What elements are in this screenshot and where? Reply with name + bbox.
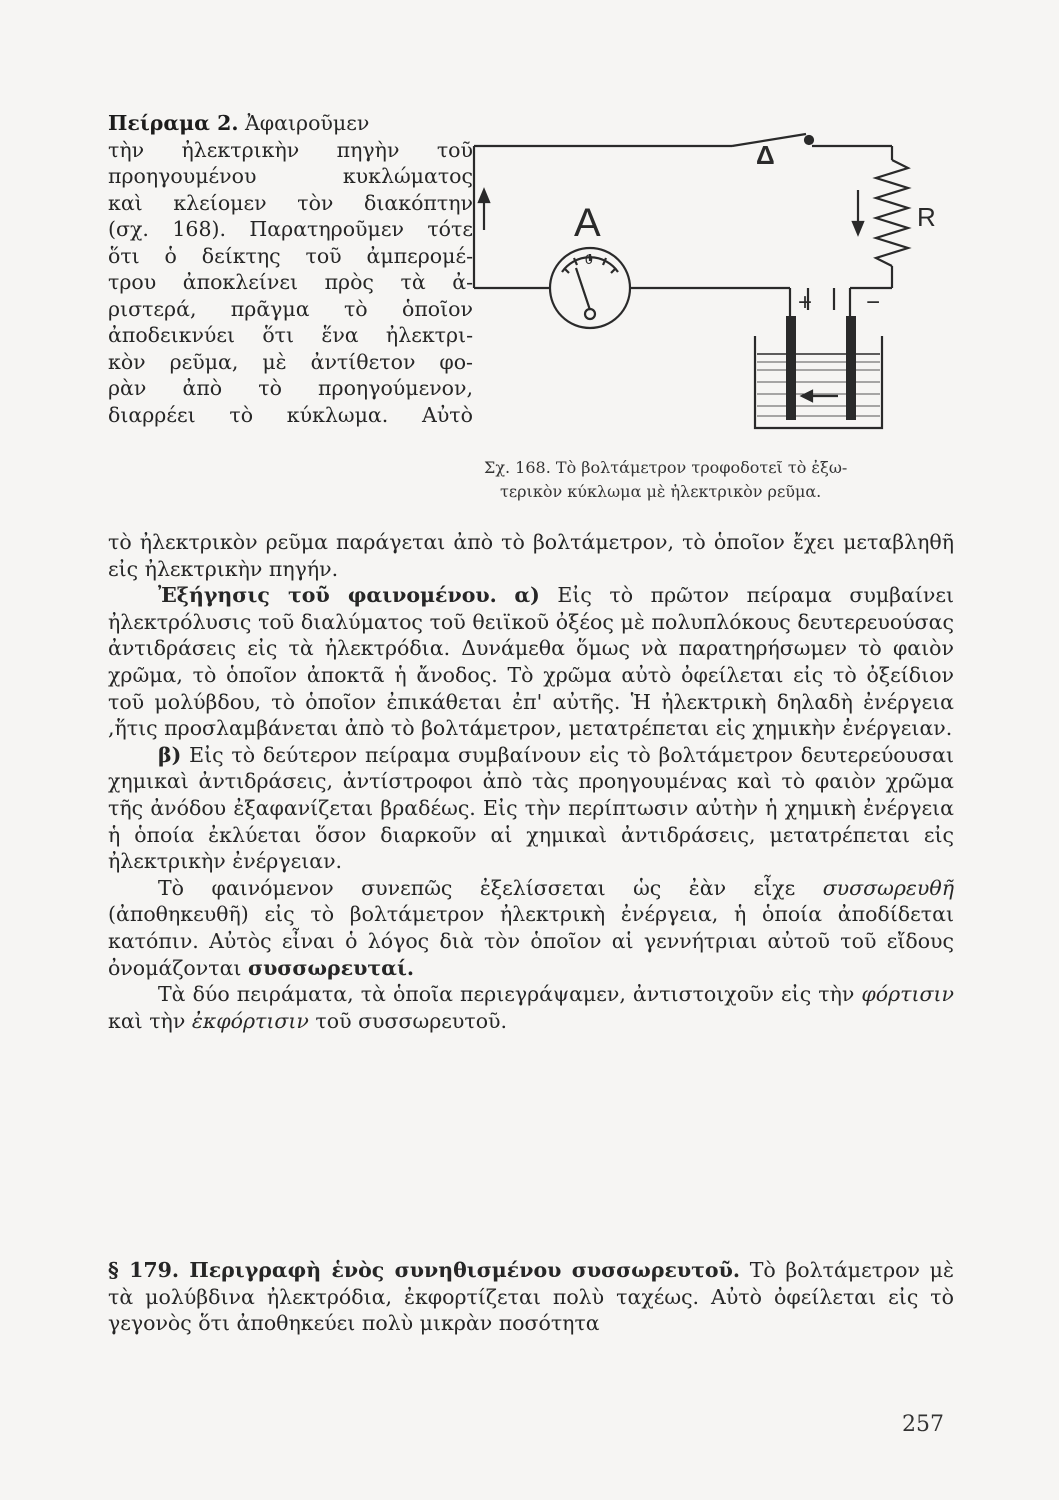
- caption-line-2: τερικὸν κύκλωμα μὲ ἠλεκτρικὸν ρεῦμα.: [500, 482, 822, 501]
- intro-line-1: Πείραμα 2. Ἀφαιροῦμεν: [108, 111, 370, 135]
- cathode-electrode: [846, 316, 856, 420]
- intro-line: ἀποδεικνύει ὅτι ἕνα ἠλεκτρι-: [108, 323, 473, 347]
- figure-caption: [484, 456, 964, 504]
- intro-line: (σχ. 168). Παρατηροῦμεν τότε: [108, 217, 473, 241]
- intro-line: ὅτι ὁ δείκτης τοῦ ἀμπερομέ-: [108, 243, 473, 268]
- italic-term: ἐκφόρτισιν: [191, 1008, 309, 1033]
- paragraph-charging: Τὰ δύο πειράματα, τὰ ὁποῖα περιεγράψαμεν, ἀντιστοιχοῦν εἰς τὴν φόρτισιν καὶ τὴν ἐκφόρτισιν τοῦ συσσωρευτοῦ.: [108, 982, 954, 1033]
- current-arrow-up-head: [479, 190, 489, 202]
- page-number: 257: [902, 1412, 944, 1437]
- needle-pivot: [585, 309, 595, 319]
- section-text: Τὸ βολτάμετρον μὲ τὰ μολύβδινα ἠλεκτρόδια, ἐκφορτίζεται πολὺ ταχέως. Αὐτὸ ὀφείλεται εἰς τὸ γεγονὸς ὅτι ἀποθηκεύει πολὺ μικρὰν ποσότητα: [108, 1258, 954, 1336]
- intro-paragraph: [108, 110, 473, 428]
- ammeter-label: A: [574, 201, 601, 245]
- intro-line: διαρρέει τὸ κύκλωμα. Αὐτὸ: [108, 402, 473, 427]
- intro-line: καὶ κλείομεν τὸν διακόπτην: [108, 190, 473, 215]
- anode-electrode: [786, 316, 796, 420]
- section-heading: § 179. Περιγραφὴ ἑνὸς συνηθισμένου συσσωρευτοῦ.: [108, 1258, 740, 1282]
- item-marker-b: β): [158, 742, 182, 767]
- resistor-label: R: [917, 202, 936, 232]
- resistor-zigzag: [876, 160, 908, 266]
- explanation-heading: Ἐξήγησις τοῦ φαινομένου.: [158, 583, 497, 608]
- switch-label: Δ: [756, 140, 775, 170]
- intro-line: τρου ἀποκλείνει πρὸς τὰ ἀ-: [108, 270, 473, 294]
- experiment-heading: Πείραμα 2.: [108, 111, 239, 135]
- intro-line: προηγουμένου κυκλώματος: [108, 164, 473, 188]
- intro-line: ρὰν ἀπὸ τὸ προηγούμενον,: [108, 376, 473, 400]
- paragraph-b: β) Εἰς τὸ δεύτερον πείραμα συμβαίνουν εἰς τὸ βολτάμετρον δευτερεύουσαι χημικαὶ ἀντιδράσεις, ἀντίστροφοι ἀπὸ τὰς προηγουμένας καὶ τὸ φαιὸν χρῶμα τῆς ἀνόδου ἐξαφανίζεται βραδέως. Εἰς τὴν περίπτωσιν αὐτὴν ἡ χημικὴ ἐνέργεια ἡ ὁποία ἐκλύεται ὅσον διαρκοῦν αἱ χημικαὶ ἀντιδράσεις, μετατρέπεται εἰς ἠλεκτρικὴν ἐνέργειαν.: [108, 742, 954, 874]
- main-text: [108, 529, 954, 1034]
- paragraph-accumulated: Τὸ φαινόμενον συνεπῶς ἐξελίσσεται ὡς ἐὰν εἶχε συσσωρευθῆ (ἀποθηκευθῆ) εἰς τὸ βολτάμετρον ἠλεκτρικὴ ἐνέργεια, ἡ ὁποία ἀποδίδεται κατόπιν. Αὐτὸς εἶναι ὁ λόγος διὰ τὸν ὁποῖον αἱ γεννήτριαι αὐτοῦ τοῦ εἴδους ὀνομάζονται συσσωρευταί.: [108, 875, 954, 980]
- circuit-diagram: [470, 110, 960, 450]
- item-marker-a: α): [514, 583, 540, 608]
- ammeter-needle: [576, 268, 590, 310]
- italic-term: φόρτισιν: [861, 982, 954, 1007]
- section-179: [108, 1257, 954, 1337]
- switch-contact: [805, 136, 813, 144]
- current-arrow-down-head: [853, 222, 863, 234]
- intro-line: τὴν ἠλεκτρικὴν πηγὴν τοῦ: [108, 137, 473, 162]
- ammeter-zero-label: 0: [585, 251, 593, 267]
- plus-sign: +: [798, 289, 813, 316]
- intro-line: ριστερά, πρᾶγμα τὸ ὁποῖον: [108, 296, 473, 321]
- circuit-figure: [470, 110, 960, 515]
- explanation-paragraph: Ἐξήγησις τοῦ φαινομένου. α) Εἰς τὸ πρῶτον πείραμα συμβαίνει ἠλεκτρόλυσις τοῦ διαλύματος τοῦ θειϊκοῦ ὀξέος μὲ πολυπλόκους δευτερευούσας ἀντιδράσεις εἰς τὰ ἠλεκτρόδια. Δυνάμεθα ὅμως νὰ παρατηρήσωμεν τὸ φαιὸν χρῶμα, τὸ ὁποῖον ἀποκτᾶ ἡ ἄνοδος. Τὸ χρῶμα αὐτὸ ὀφείλεται εἰς τὸ ὀξείδιον τοῦ μολύβδου, τὸ ὁποῖον ἐπικάθεται ἐπ' αὐτῆς. Ἡ ἠλεκτρικὴ δηλαδὴ ἐνέργεια ,ἥτις προσλαμβάνεται ἀπὸ τὸ βολτάμετρον, μετατρέπεται εἰς χημικὴν ἐνέργειαν.: [108, 583, 954, 741]
- minus-sign: −: [866, 289, 881, 316]
- bold-term: συσσωρευταί.: [247, 955, 415, 980]
- internal-current-arrow-head: [802, 391, 812, 401]
- scale-tick: [564, 268, 569, 273]
- italic-term: συσσωρευθῆ: [822, 875, 954, 900]
- scale-tick: [611, 268, 616, 273]
- continuation-paragraph: τὸ ἠλεκτρικὸν ρεῦμα παράγεται ἀπὸ τὸ βολτάμετρον, τὸ ὁποῖον ἔχει μεταβληθῆ εἰς ἠλεκτρικὴν πηγήν.: [108, 530, 954, 581]
- caption-line-1: Σχ. 168. Τὸ βολτάμετρον τροφοδοτεῖ τὸ ἐξω-: [484, 458, 848, 477]
- intro-line: κὸν ρεῦμα, μὲ ἀντίθετον φο-: [108, 349, 473, 374]
